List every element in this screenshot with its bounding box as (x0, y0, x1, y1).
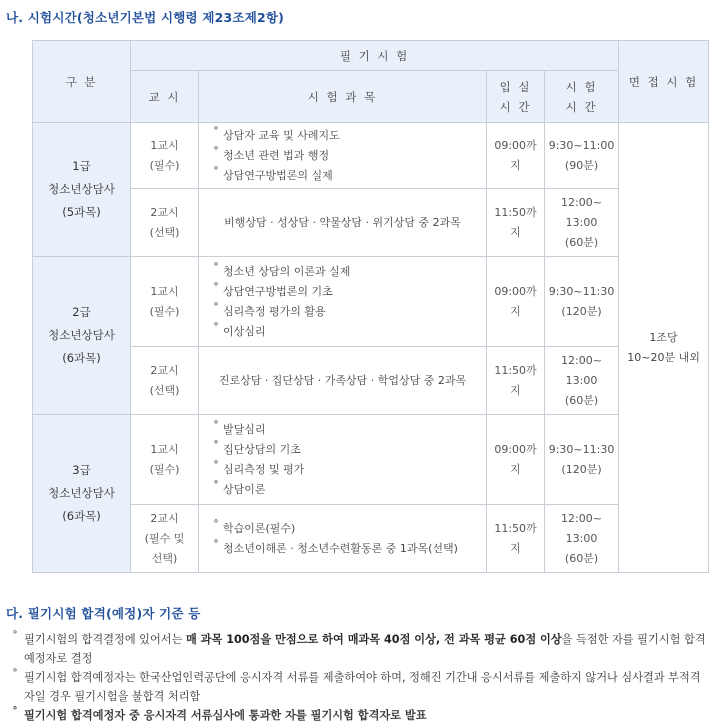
list-item: ˚ 이상심리 (213, 322, 486, 342)
subjects-cell (199, 257, 487, 347)
list-item: ˚ 심리측정 평가의 활용 (213, 302, 486, 322)
list-item: ˚ 발달심리 (213, 420, 486, 440)
header-subjects: 시 험 과 목 (199, 71, 487, 123)
grade-2-cell: 2급 청소년상담사 (6과목) (33, 257, 131, 415)
table-row (33, 347, 709, 415)
section-title-pass-criteria: 다. 필기시험 합격(예정)자 기준 등 (6, 606, 201, 621)
list-item: ˚ 심리측정 및 평가 (213, 460, 486, 480)
period-cell: 1교시 (필수) (131, 123, 199, 189)
subjects-cell: 진로상담 · 집단상담 · 가족상담 · 학업상담 중 2과목 (199, 347, 487, 415)
period-cell: 2교시 (필수 및 선택) (131, 505, 199, 573)
subjects-cell: 비행상담 · 성상담 · 약물상담 · 위기상담 중 2과목 (199, 189, 487, 257)
subjects-cell (199, 505, 487, 573)
entry-time-cell: 11:50까 지 (487, 505, 545, 573)
header-entry-time: 입 실 시 간 (487, 71, 545, 123)
list-item: ˚ 필기시험 합격예정자 중 응시자격 서류심사에 통과한 자를 필기시험 합격자로 발표 (10, 706, 710, 725)
list-item: ˚ 필기시험의 합격결정에 있어서는 매 과목 100점을 만점으로 하여 매과목 40점 이상, 전 과목 평균 60점 이상을 득점한 자를 필기시험 합격예정자로 결정 (10, 630, 710, 668)
list-item: ˚ 상담이론 (213, 480, 486, 500)
pass-criteria-list (10, 630, 710, 725)
period-cell: 1교시 (필수) (131, 415, 199, 505)
entry-time-cell: 11:50까 지 (487, 189, 545, 257)
subjects-cell (199, 123, 487, 189)
list-item: ˚ 상담자 교육 및 사례지도 (213, 126, 486, 146)
table-row (33, 189, 709, 257)
table-row (33, 123, 709, 189)
list-item: ˚ 상담연구방법론의 기초 (213, 282, 486, 302)
exam-time-cell: 9:30~11:00 (90분) (545, 123, 619, 189)
exam-time-cell: 12:00~ 13:00 (60분) (545, 347, 619, 415)
period-cell: 2교시 (선택) (131, 189, 199, 257)
period-cell: 2교시 (선택) (131, 347, 199, 415)
entry-time-cell: 09:00까 지 (487, 123, 545, 189)
list-item: ˚ 청소년 관련 법과 행정 (213, 146, 486, 166)
exam-time-cell: 12:00~ 13:00 (60분) (545, 505, 619, 573)
list-item: ˚ 학습이론(필수) (213, 519, 486, 539)
header-written-exam: 필 기 시 험 (131, 41, 619, 71)
header-interview-exam: 면 접 시 험 (619, 41, 709, 123)
entry-time-cell: 09:00까 지 (487, 415, 545, 505)
list-item: ˚ 청소년 상담의 이론과 실제 (213, 262, 486, 282)
exam-time-cell: 9:30~11:30 (120분) (545, 415, 619, 505)
section-title-exam-time: 나. 시험시간(청소년기본법 시행령 제23조제2항) (6, 10, 285, 25)
header-period: 교 시 (131, 71, 199, 123)
header-category: 구 분 (33, 41, 131, 123)
exam-schedule-table (32, 40, 709, 573)
period-cell: 1교시 (필수) (131, 257, 199, 347)
list-item: ˚ 상담연구방법론의 실제 (213, 166, 486, 186)
entry-time-cell: 09:00까 지 (487, 257, 545, 347)
exam-time-cell: 12:00~ 13:00 (60분) (545, 189, 619, 257)
entry-time-cell: 11:50까 지 (487, 347, 545, 415)
table-row (33, 505, 709, 573)
subjects-cell (199, 415, 487, 505)
grade-3-cell: 3급 청소년상담사 (6과목) (33, 415, 131, 573)
list-item: ˚ 필기시험 합격예정자는 한국산업인력공단에 응시자격 서류를 제출하여야 하며, 정해진 기간내 응시서류를 제출하지 않거나 심사결과 부적격자일 경우 필기시험을 불합격 처리함 (10, 668, 710, 706)
list-item: ˚ 집단상담의 기초 (213, 440, 486, 460)
exam-schedule-table-wrapper (32, 40, 709, 573)
table-row (33, 415, 709, 505)
table-row (33, 257, 709, 347)
list-item: ˚ 청소년이해론 · 청소년수련활동론 중 1과목(선택) (213, 539, 486, 559)
header-exam-time: 시 험 시 간 (545, 71, 619, 123)
exam-time-cell: 9:30~11:30 (120분) (545, 257, 619, 347)
grade-1-cell: 1급 청소년상담사 (5과목) (33, 123, 131, 257)
interview-cell: 1조당 10~20분 내외 (619, 123, 709, 573)
